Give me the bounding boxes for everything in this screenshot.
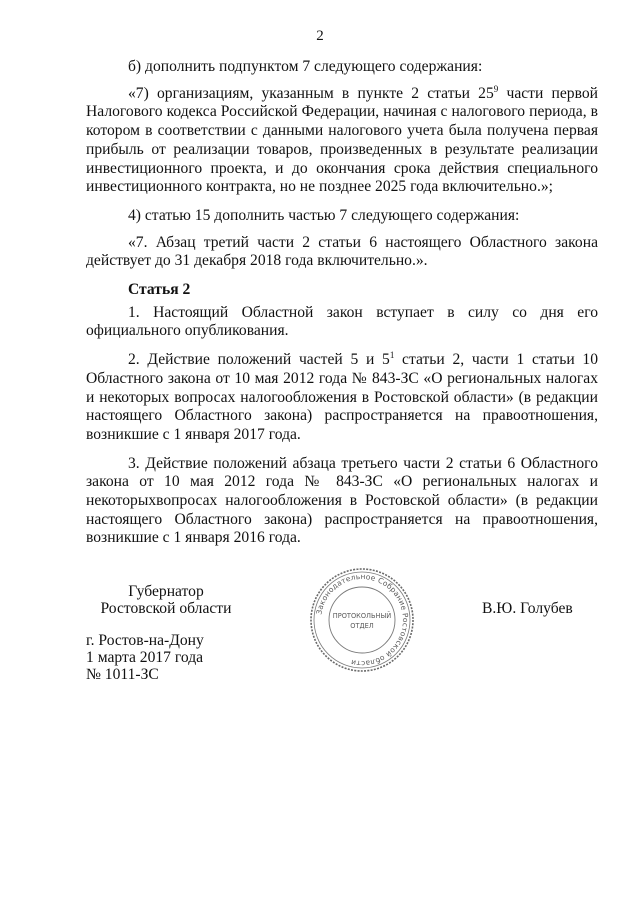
superscript: 9 — [493, 83, 499, 94]
official-stamp — [308, 566, 416, 674]
paragraph-text: «7) организациям, указанным в пункте 2 статьи 25 — [128, 84, 494, 102]
article-heading: Статья 2 — [128, 281, 191, 299]
page-number: 2 — [316, 28, 324, 44]
paragraph-text: части первой Налогового кодекса Российской Федерации, начиная с налогового периода, в котором в соответствии с данными налогового учета была получена первая прибыль от реализации товаров, произведенных в результате реализации инвестиционного проекта, и до окончания срока действия специального инвестиционного контракта, но не позднее 2025 года включительно.»; — [86, 84, 598, 196]
paragraph-subpoint-7 — [86, 85, 598, 197]
stamp-center-line2: ОТДЕЛ — [350, 622, 374, 630]
law-number: № 1011-ЗС — [86, 666, 159, 683]
stamp-seal-icon — [308, 566, 416, 674]
superscript: 1 — [389, 350, 395, 361]
paragraph-article-15: 4) статью 15 дополнить частью 7 следующего содержания: — [128, 206, 520, 224]
governor-title-line1: Губернатор — [128, 583, 204, 600]
governor-title-line2: Ростовской области — [100, 600, 232, 617]
city: г. Ростов-на-Дону — [86, 632, 204, 649]
paragraph-text: 2. Действие положений частей 5 и 5 — [128, 351, 390, 369]
article-2-part-3: 3. Действие положений абзаца третьего части 2 статьи 6 Областного закона от 10 мая 2012 года № 843-ЗС «О региональных налогах и некоторыхвопросах налогообложения в Ростовской области» (в редакции настоящего Областного закона) распространяется на правоотношения, возникшие с 1 января 2016 года. — [86, 454, 598, 547]
stamp-ring-text: Законодательное Собрание Ростовской области — [314, 571, 411, 669]
place-date-block — [86, 632, 204, 683]
law-date: 1 марта 2017 года — [86, 649, 204, 666]
stamp-center-line1: ПРОТОКОЛЬНЫЙ — [332, 612, 392, 620]
article-2-part-2 — [86, 351, 598, 445]
paragraph-part-7: «7. Абзац третий части 2 статьи 6 настоящего Областного закона действует до 31 декабря 2018 года включительно.». — [86, 233, 598, 270]
paragraph-text: статьи 2, части 1 статьи 10 Областного закона от 10 мая 2012 года № 843-ЗС «О региональных налогах и некоторых вопросах налогообложения в Ростовской области» (в редакции настоящего Областного закона) распространяется на правоотношения, возникшие с 1 января 2017 года. — [86, 351, 598, 443]
article-2-part-1: 1. Настоящий Областной закон вступает в силу со дня его официального опубликования. — [86, 303, 598, 340]
governor-name: В.Ю. Голубев — [482, 600, 573, 617]
document-body — [86, 58, 598, 558]
signature-block — [86, 583, 246, 617]
paragraph-subpoint-b: б) дополнить подпунктом 7 следующего содержания: — [128, 58, 483, 75]
